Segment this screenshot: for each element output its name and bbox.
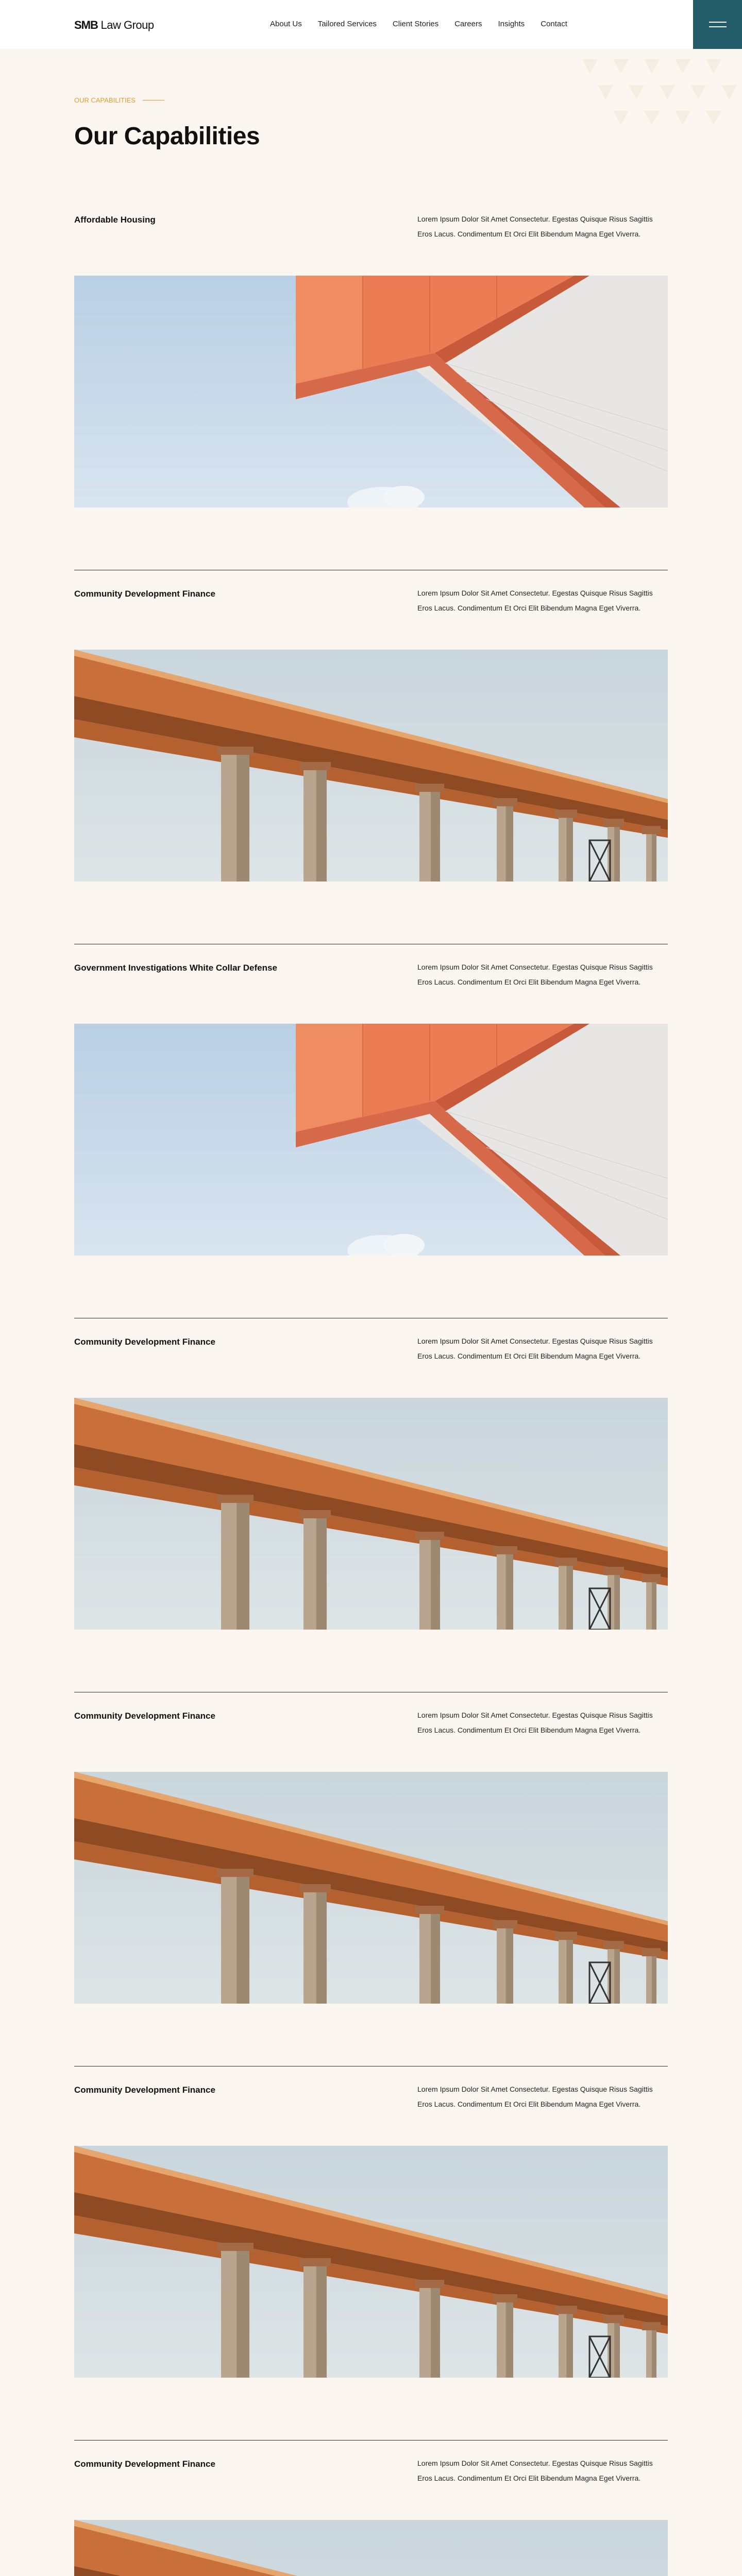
bridge-image xyxy=(74,2520,668,2576)
section-divider xyxy=(74,2440,668,2441)
nav-tailored-services[interactable]: Tailored Services xyxy=(317,20,377,28)
site-header xyxy=(0,0,742,49)
geometric-pattern-decoration xyxy=(572,49,742,137)
capability-description: Lorem Ipsum Dolor Sit Amet Consectetur. Egestas Quisque Risus Sagittis Eros Lacus. Condimentum Et Orci Elit Bibendum Magna Eget Viverra. xyxy=(417,215,653,238)
capability-title[interactable]: Community Development Finance xyxy=(74,2459,215,2469)
capability-description: Lorem Ipsum Dolor Sit Amet Consectetur. Egestas Quisque Risus Sagittis Eros Lacus. Condimentum Et Orci Elit Bibendum Magna Eget Viverra. xyxy=(417,589,653,612)
capability-section xyxy=(74,944,668,1318)
bridge-image xyxy=(74,1398,668,1630)
nav-careers[interactable]: Careers xyxy=(454,20,482,28)
capability-description: Lorem Ipsum Dolor Sit Amet Consectetur. Egestas Quisque Risus Sagittis Eros Lacus. Condimentum Et Orci Elit Bibendum Magna Eget Viverra. xyxy=(417,2459,653,2482)
bridge-image xyxy=(74,2146,668,2378)
bridge-image xyxy=(74,650,668,882)
capability-title[interactable]: Community Development Finance xyxy=(74,2085,215,2095)
hero-section xyxy=(0,49,742,196)
nav-contact[interactable]: Contact xyxy=(541,20,567,28)
capability-description: Lorem Ipsum Dolor Sit Amet Consectetur. Egestas Quisque Risus Sagittis Eros Lacus. Condimentum Et Orci Elit Bibendum Magna Eget Viverra. xyxy=(417,1337,653,1360)
capability-title[interactable]: Community Development Finance xyxy=(74,1711,215,1721)
capability-section xyxy=(74,2066,668,2440)
capability-description: Lorem Ipsum Dolor Sit Amet Consectetur. Egestas Quisque Risus Sagittis Eros Lacus. Condimentum Et Orci Elit Bibendum Magna Eget Viverra. xyxy=(417,963,653,986)
capability-title[interactable]: Community Development Finance xyxy=(74,589,215,599)
hamburger-icon xyxy=(709,22,727,23)
section-eyebrow: OUR CAPABILITIES xyxy=(74,96,164,104)
capability-description: Lorem Ipsum Dolor Sit Amet Consectetur. Egestas Quisque Risus Sagittis Eros Lacus. Condimentum Et Orci Elit Bibendum Magna Eget Viverra. xyxy=(417,1711,653,1734)
capability-title[interactable]: Community Development Finance xyxy=(74,1337,215,1347)
capability-title[interactable]: Affordable Housing xyxy=(74,215,156,225)
capability-section xyxy=(74,1318,668,1692)
orange-roof-image xyxy=(74,276,668,507)
capability-description: Lorem Ipsum Dolor Sit Amet Consectetur. Egestas Quisque Risus Sagittis Eros Lacus. Condimentum Et Orci Elit Bibendum Magna Eget Viverra. xyxy=(417,2085,653,2108)
hamburger-menu-button[interactable] xyxy=(693,0,742,49)
page-title: Our Capabilities xyxy=(74,123,260,150)
orange-roof-image xyxy=(74,1024,668,1256)
capability-section xyxy=(74,2440,668,2576)
main-nav xyxy=(270,20,583,28)
hamburger-icon-bar xyxy=(709,26,727,27)
site-logo[interactable]: SMB Law Group xyxy=(74,19,154,31)
nav-client-stories[interactable]: Client Stories xyxy=(392,20,439,28)
capability-section xyxy=(74,570,668,944)
capability-section xyxy=(74,196,668,570)
capability-section xyxy=(74,1692,668,2066)
nav-about-us[interactable]: About Us xyxy=(270,20,302,28)
bridge-image xyxy=(74,1772,668,2004)
nav-insights[interactable]: Insights xyxy=(498,20,525,28)
capabilities-list xyxy=(0,196,742,2576)
capability-title[interactable]: Government Investigations White Collar Defense xyxy=(74,963,277,973)
